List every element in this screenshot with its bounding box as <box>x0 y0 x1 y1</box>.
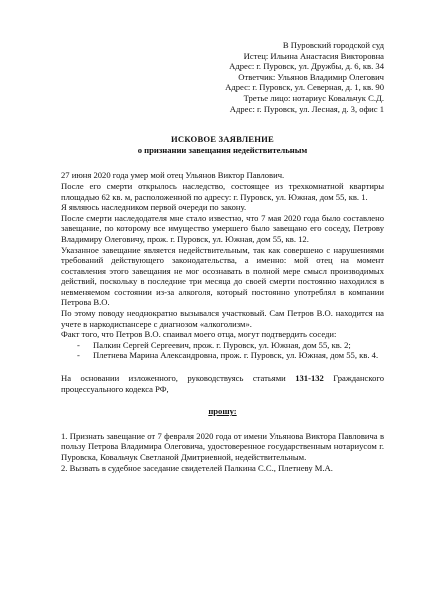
paragraph-heir: Я являюсь наследником первой очереди по закону. <box>61 202 247 213</box>
defendant-address: Адрес: г. Пуровск, ул. Северная, д. 1, кв. 90 <box>225 82 384 93</box>
third-party-address: Адрес: г. Пуровск, ул. Лесная, д. 3, офис 1 <box>229 103 384 114</box>
paragraph-police: По этому поводу неоднократно вызывался участковый. Сам Петров В.О. находится на учете в наркодиспансере с диагнозом «алкоголизм». <box>61 308 384 329</box>
witness-text: Палкин Сергей Сергеевич, прож. г. Пуровск, ул. Южная, дом 55, кв. 2; <box>93 339 351 350</box>
request-heading: прошу: <box>208 406 237 417</box>
document-title: ИСКОВОЕ ЗАЯВЛЕНИЕ <box>171 134 274 145</box>
paragraph-witnesses-intro: Факт того, что Петров В.О. спаивал моего отца, могут подтвердить соседи: <box>61 329 337 340</box>
paragraph-inheritance: После его смерти открылось наследство, состоящее из трехкомнатной квартиры площадью 62 кв. м, расположенной по адресу: г. Пуровск, ул. Южная, дом 55, кв. 1. <box>61 180 384 202</box>
court-name: В Пуровский городской суд <box>282 40 384 50</box>
paragraph-invalidity: Указанное завещание является недействительным, так как совершено с нарушениями требований действующего законодательства, а именно: мой отец на момент составления этого завещания не мог осознавать в полной мере смысл производимых действий, поскольку в последние три месяца до своей смерти постоянно находился в невменяемом состоянии из-за алкоголя, который постоянно употреблял в компании Петрова В.О. <box>61 244 384 308</box>
paragraph-legal-basis <box>61 373 384 394</box>
list-bullet: - <box>77 350 80 361</box>
plaintiff-name: Истец: Ильина Анастасия Викторовна <box>243 50 384 61</box>
witness-list <box>61 340 384 361</box>
basis-articles: 131-132 <box>295 373 324 384</box>
plaintiff-address: Адрес: г. Пуровск, ул. Дружбы, д. 6, кв. 34 <box>229 61 384 72</box>
request-list <box>61 431 384 473</box>
request-item-2: 2. Вызвать в судебное заседание свидетелей Палкина С.С., Плетневу М.А. <box>61 462 333 473</box>
list-bullet: - <box>77 339 80 350</box>
paragraph-death: 27 июня 2020 года умер мой отец Ульянов Виктор Павлович. <box>61 170 285 181</box>
defendant-name: Ответчик: Ульянов Владимир Олегович <box>238 71 384 82</box>
request-item-1: 1. Признать завещание от 7 февраля 2020 года от имени Ульянова Виктора Павловича в пользу Петрова Владимира Олеговича, удостоверенное государственным нотариусом г. Пуровска, Ковальчук Светланой Дмитриевной, недействительным. <box>61 430 384 462</box>
document-header <box>61 40 384 114</box>
document-subtitle: о признании завещания недействительным <box>137 144 308 155</box>
spacer <box>61 361 384 373</box>
third-party-name: Третье лицо: нотариус Ковальчук С.Д. <box>243 92 384 103</box>
basis-text-before: На основании изложенного, руководствуясь статьями <box>61 373 296 384</box>
list-item <box>77 340 384 351</box>
basis-text-after: Гражданского процессуального кодекса РФ, <box>61 373 384 394</box>
list-item <box>77 350 384 361</box>
paragraph-will: После смерти наследодателя мне стало известно, что 7 мая 2020 года было составлено завещание, по которому все имущество умершего было завещано его соседу, Петрову Владимиру Олеговичу, прож. г. Пуровск, ул. Южная, дом 55, кв. 12. <box>61 212 384 244</box>
witness-text: Плетнева Марина Александровна, прож. г. Пуровск, ул. Южная, дом 55, кв. 4. <box>93 350 379 361</box>
